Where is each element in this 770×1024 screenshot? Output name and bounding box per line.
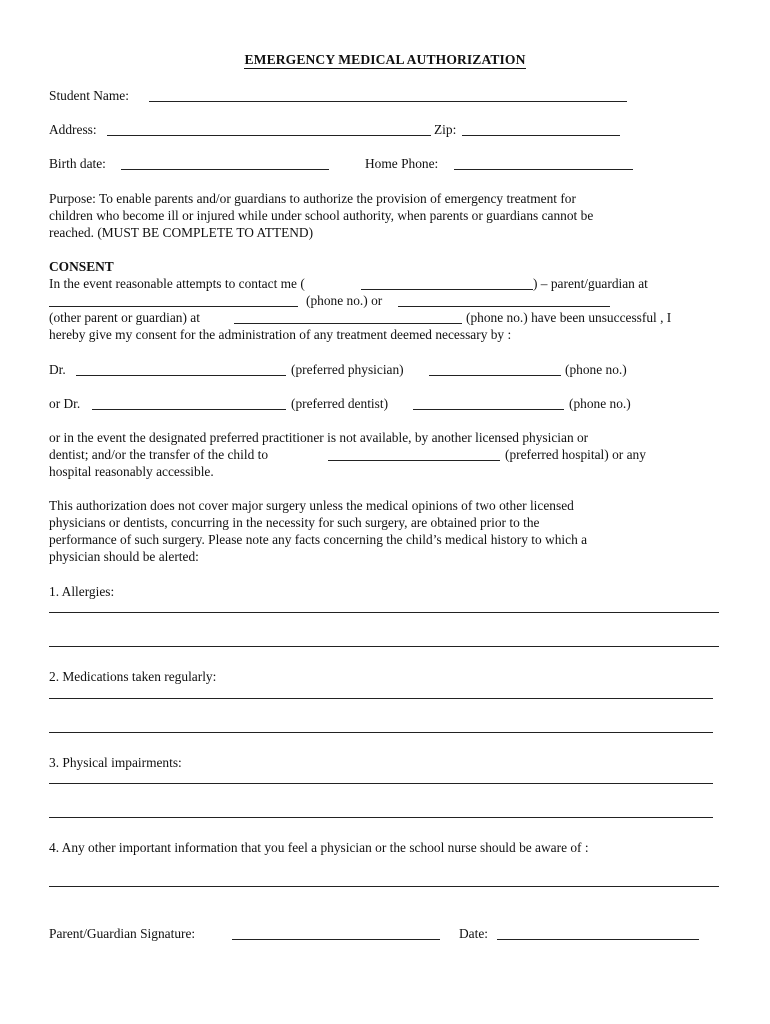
physician-name-field[interactable] [76, 375, 286, 376]
student-name-label: Student Name: [49, 88, 129, 103]
medications-field[interactable] [49, 732, 713, 733]
alternate-text: hospital reasonably accessible. [49, 464, 214, 479]
impairments-field[interactable] [49, 817, 713, 818]
other-info-label: 4. Any other important information that you feel a physician or the school nurse should be aware of : [49, 840, 589, 855]
allergies-label: 1. Allergies: [49, 584, 115, 599]
allergies-field[interactable] [49, 612, 719, 613]
home-phone-field[interactable] [454, 169, 633, 170]
zip-field[interactable] [462, 135, 620, 136]
parent-phone-field[interactable] [49, 306, 298, 307]
purpose-line: Purpose: To enable parents and/or guardians to authorize the provision of emergency treatment for [49, 191, 576, 206]
dentist-name-field[interactable] [92, 409, 286, 410]
signature-label: Parent/Guardian Signature: [49, 926, 196, 941]
allergies-field[interactable] [49, 646, 719, 647]
preferred-hospital-field[interactable] [328, 460, 500, 461]
authorization-text: physicians or dentists, concurring in the necessity for such surgery, are obtained prior to the [49, 515, 540, 530]
purpose-line: reached. (MUST BE COMPLETE TO ATTEND) [49, 225, 314, 240]
dentist-phone-field[interactable] [413, 409, 564, 410]
alternate-text: or in the event the designated preferred practitioner is not available, by another licensed physician or [49, 430, 589, 445]
medications-label: 2. Medications taken regularly: [49, 669, 217, 684]
consent-heading: CONSENT [49, 259, 114, 274]
alternate-text: (preferred hospital) or any [505, 447, 646, 462]
birth-date-field[interactable] [121, 169, 329, 170]
impairments-label: 3. Physical impairments: [49, 755, 182, 770]
or-dr-label: or Dr. [49, 396, 81, 411]
other-info-field[interactable] [49, 886, 719, 887]
zip-label: Zip: [434, 122, 457, 137]
preferred-dentist-label: (preferred dentist) [291, 396, 389, 411]
form-title-text: EMERGENCY MEDICAL AUTHORIZATION [244, 52, 526, 67]
authorization-text: physician should be alerted: [49, 549, 199, 564]
address-field[interactable] [107, 135, 431, 136]
purpose-line: children who become ill or injured while under school authority, when parents or guardians cannot be [49, 208, 594, 223]
consent-text: (phone no.) or [306, 293, 383, 308]
consent-text: ) – parent/guardian at [533, 276, 648, 291]
authorization-text: performance of such surgery. Please note any facts concerning the child’s medical history to which a [49, 532, 588, 547]
consent-text: In the event reasonable attempts to contact me ( [49, 276, 305, 291]
date-label: Date: [459, 926, 488, 941]
other-guardian-name-field[interactable] [398, 306, 610, 307]
consent-text: hereby give my consent for the administration of any treatment deemed necessary by : [49, 327, 512, 342]
student-name-field[interactable] [149, 101, 627, 102]
birth-date-label: Birth date: [49, 156, 106, 171]
date-field[interactable] [497, 939, 699, 940]
home-phone-label: Home Phone: [365, 156, 439, 171]
consent-text: (phone no.) have been unsuccessful , I [466, 310, 672, 325]
impairments-field[interactable] [49, 783, 713, 784]
signature-field[interactable] [232, 939, 440, 940]
preferred-physician-label: (preferred physician) [291, 362, 404, 377]
form-title [0, 52, 770, 68]
physician-phone-field[interactable] [429, 375, 561, 376]
authorization-text: This authorization does not cover major surgery unless the medical opinions of two other licensed [49, 498, 574, 513]
parent-name-field[interactable] [361, 289, 533, 290]
physician-phone-label: (phone no.) [565, 362, 627, 377]
consent-text: (other parent or guardian) at [49, 310, 200, 325]
address-label: Address: [49, 122, 97, 137]
alternate-text: dentist; and/or the transfer of the child to [49, 447, 269, 462]
dr-label: Dr. [49, 362, 66, 377]
dentist-phone-label: (phone no.) [569, 396, 631, 411]
other-guardian-phone-field[interactable] [234, 323, 462, 324]
medications-field[interactable] [49, 698, 713, 699]
